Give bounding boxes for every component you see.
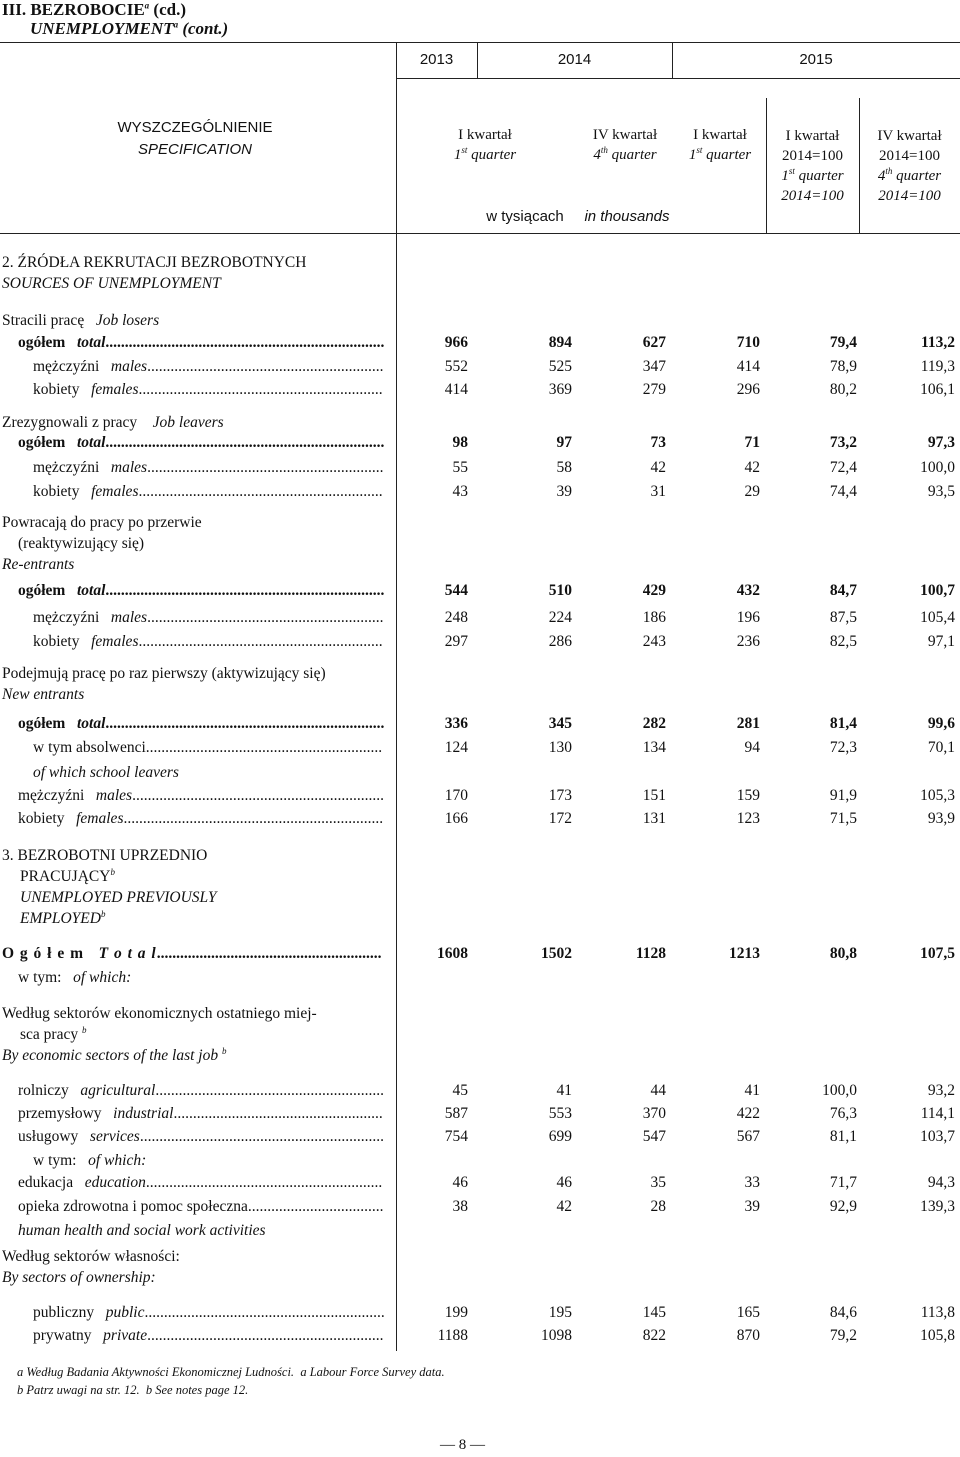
- table-cell: 429: [642, 582, 666, 599]
- row-label-en: females: [79, 483, 139, 500]
- table-cell: 44: [650, 1082, 666, 1099]
- leader-dots: .............................................................: [145, 1174, 383, 1191]
- year-2015: 2015: [799, 51, 833, 68]
- table-cell: 100,7: [920, 582, 955, 599]
- table-cell: 71,7: [829, 1174, 857, 1191]
- table-row: [0, 580, 960, 602]
- table-cell: 699: [548, 1128, 572, 1145]
- table-cell: 107,5: [920, 945, 955, 962]
- footnote-b: b Patrz uwagi na str. 12. b See notes page 12.: [17, 1383, 249, 1397]
- table-cell: 78,9: [829, 358, 857, 375]
- table-cell: 113,8: [920, 1304, 955, 1321]
- table-cell: 186: [642, 609, 666, 626]
- row-label-pl: ogółem: [18, 582, 66, 599]
- table-cell: 870: [736, 1327, 760, 1344]
- col5-header: IV kwartał 2014=100 4th quarter 2014=100: [877, 128, 942, 204]
- table-row: [0, 432, 960, 454]
- table-cell: 170: [444, 787, 468, 804]
- row-label-en: total: [65, 582, 106, 599]
- row-label-en: private: [91, 1327, 148, 1344]
- row-label-pl: mężczyźni: [33, 459, 100, 476]
- table-cell: 236: [736, 633, 760, 650]
- table-row: [0, 1302, 960, 1324]
- table-cell: 347: [642, 358, 666, 375]
- table-cell: 35: [650, 1174, 666, 1191]
- row-label: [33, 481, 383, 503]
- row-label: [33, 607, 383, 629]
- row-label-pl: opieka zdrowotna i pomoc społeczna: [18, 1198, 248, 1215]
- reentrants-heading: Powracają do pracy po przerwie (reaktywizujący się) Re-entrants: [2, 514, 202, 573]
- row-label-en: education: [73, 1174, 146, 1191]
- table-cell: 93,5: [927, 483, 955, 500]
- row-label: [18, 1172, 382, 1194]
- table-cell: 46: [556, 1174, 572, 1191]
- table-cell: 100,0: [920, 459, 955, 476]
- leader-dots: ...................................................................: [123, 810, 384, 827]
- row-label: [33, 737, 382, 759]
- table-cell: 145: [642, 1304, 666, 1321]
- row-label-pl: kobiety: [33, 633, 80, 650]
- table-cell: 106,1: [920, 381, 955, 398]
- table-cell: 567: [736, 1128, 760, 1145]
- page-number: — 8 —: [440, 1437, 485, 1453]
- table-cell: 76,3: [829, 1105, 857, 1122]
- data-left-rule: [396, 233, 397, 1351]
- table-cell: 39: [744, 1198, 760, 1215]
- year-2014: 2014: [557, 51, 592, 68]
- table-cell: 73,2: [829, 434, 857, 451]
- leader-dots: ...................................: [247, 1198, 384, 1215]
- table-cell: 1213: [729, 945, 760, 962]
- leader-dots: ........................................................................: [105, 334, 385, 351]
- row-label-en: industrial: [101, 1105, 174, 1122]
- leader-dots: .............................................................: [145, 739, 383, 756]
- table-cell: 71: [744, 434, 760, 451]
- header-top-rule: [0, 42, 960, 43]
- col-divider: [396, 42, 397, 233]
- table-cell: 46: [452, 1174, 468, 1191]
- year-2013: 2013: [419, 51, 454, 68]
- row-label: [33, 379, 383, 401]
- row-label-pl: mężczyźni: [33, 609, 100, 626]
- row-label: [2, 943, 382, 965]
- row-label-pl: rolniczy: [18, 1082, 69, 1099]
- table-cell: 124: [444, 739, 468, 756]
- table-cell: 28: [650, 1198, 666, 1215]
- table-cell: 97,1: [927, 633, 955, 650]
- table-cell: 41: [556, 1082, 572, 1099]
- row-label-pl: kobiety: [18, 810, 65, 827]
- table-cell: 98: [452, 434, 468, 451]
- table-cell: 525: [548, 358, 572, 375]
- table-cell: 195: [548, 1304, 572, 1321]
- col4-header: I kwartał 2014=100 1st quarter 2014=100: [781, 128, 844, 204]
- table-cell: 100,0: [822, 1082, 857, 1099]
- table-cell: 41: [744, 1082, 760, 1099]
- row-label-pl: usługowy: [18, 1128, 79, 1145]
- leader-dots: ........................................................................: [105, 582, 385, 599]
- leader-dots: ...............................................................: [138, 381, 383, 398]
- table-row: [0, 1103, 960, 1125]
- row-label-pl: kobiety: [33, 483, 80, 500]
- row-label: [18, 332, 384, 354]
- table-cell: 91,9: [829, 787, 857, 804]
- table-cell: 281: [736, 715, 760, 732]
- table-row: [0, 607, 960, 629]
- table-cell: 92,9: [829, 1198, 857, 1215]
- row-label-en: females: [64, 810, 124, 827]
- table-row: [0, 379, 960, 401]
- table-cell: 422: [736, 1105, 760, 1122]
- table-cell: 282: [642, 715, 666, 732]
- table-row: [0, 631, 960, 653]
- table-cell: 42: [744, 459, 760, 476]
- row-label-pl: mężczyźni: [18, 787, 85, 804]
- table-cell: 39: [556, 483, 572, 500]
- unit-label-en: in thousands: [584, 208, 670, 225]
- table-cell: 73: [650, 434, 666, 451]
- row-label-en: total: [65, 434, 106, 451]
- table-row: [0, 943, 960, 965]
- row-label: [33, 356, 383, 378]
- table-cell: 544: [444, 582, 468, 599]
- row-label-pl: ogółem: [18, 334, 66, 351]
- footnote-a: a Według Badania Aktywności Ekonomicznej Ludności. a Labour Force Survey data.: [17, 1365, 445, 1379]
- table-cell: 45: [452, 1082, 468, 1099]
- table-cell: 1098: [541, 1327, 572, 1344]
- row-label: [18, 1196, 383, 1218]
- table-cell: 70,1: [927, 739, 955, 756]
- table-cell: 553: [548, 1105, 572, 1122]
- table-cell: 72,3: [829, 739, 857, 756]
- table-cell: 552: [444, 358, 468, 375]
- table-cell: 130: [548, 739, 572, 756]
- table-cell: 627: [642, 334, 666, 351]
- table-cell: 754: [444, 1128, 468, 1145]
- unit-label-pl: w tysiącach: [486, 208, 564, 225]
- header-bottom-rule: [0, 233, 960, 234]
- table-cell: 131: [642, 810, 666, 827]
- table-row: [0, 737, 960, 759]
- row-label-en: males: [99, 358, 148, 375]
- table-cell: 123: [736, 810, 760, 827]
- table-cell: 81,4: [829, 715, 857, 732]
- table-cell: 199: [444, 1304, 468, 1321]
- row-label: [18, 713, 384, 735]
- row-label-en: public: [94, 1304, 145, 1321]
- table-cell: 105,8: [920, 1327, 955, 1344]
- leader-dots: .............................................................: [147, 459, 384, 476]
- table-cell: 113,2: [920, 334, 955, 351]
- table-cell: 38: [452, 1198, 468, 1215]
- row-label-en: females: [79, 633, 139, 650]
- table-row: [0, 1325, 960, 1347]
- table-cell: 87,5: [829, 609, 857, 626]
- row-label-pl: kobiety: [33, 381, 80, 398]
- row-label: [18, 785, 384, 807]
- page-title: III. BEZROBOCIE$^a$ (cd.) UNEMPLOYMENT$^a$ (cont.): [2, 0, 229, 38]
- health-en-label: human health and social work activities: [18, 1222, 266, 1239]
- table-cell: 82,5: [829, 633, 857, 650]
- leader-dots: .............................................................: [147, 609, 384, 626]
- row-label-pl: prywatny: [33, 1327, 92, 1344]
- table-cell: 243: [642, 633, 666, 650]
- table-cell: 1188: [437, 1327, 468, 1344]
- table-cell: 1608: [437, 945, 468, 962]
- table-cell: 510: [548, 582, 572, 599]
- table-cell: 336: [444, 715, 468, 732]
- spec-label-en: SPECIFICATION: [138, 141, 252, 158]
- row-label: [18, 808, 383, 830]
- table-cell: 103,7: [920, 1128, 955, 1145]
- row-label-pl: ogółem: [18, 434, 66, 451]
- table-cell: 99,6: [927, 715, 955, 732]
- table-cell: 1502: [541, 945, 572, 962]
- year-row-rule: [396, 78, 960, 79]
- table-row: [0, 356, 960, 378]
- table-cell: 369: [548, 381, 572, 398]
- row-label-pl: publiczny: [33, 1304, 95, 1321]
- table-cell: 547: [642, 1128, 666, 1145]
- table-cell: 42: [650, 459, 666, 476]
- table-cell: 84,6: [829, 1304, 857, 1321]
- col2-header: IV kwartał 4th quarter: [592, 127, 658, 163]
- row-label-en: T o t a l: [84, 945, 157, 962]
- table-cell: 81,1: [829, 1128, 857, 1145]
- table-cell: 279: [642, 381, 666, 398]
- table-row: [0, 1172, 960, 1194]
- table-cell: 94: [744, 739, 760, 756]
- table-cell: 43: [452, 483, 468, 500]
- leader-dots: ...............................................................: [138, 633, 383, 650]
- table-cell: 710: [736, 334, 760, 351]
- services-of-which-label: w tym: of which:: [33, 1152, 147, 1169]
- table-cell: 79,2: [829, 1327, 857, 1344]
- school-leavers-label: of which school leavers: [33, 764, 179, 781]
- table-cell: 286: [548, 633, 572, 650]
- row-label-pl: ogółem: [18, 715, 66, 732]
- table-cell: 432: [736, 582, 760, 599]
- table-cell: 134: [642, 739, 666, 756]
- table-cell: 55: [452, 459, 468, 476]
- table-cell: 1128: [635, 945, 666, 962]
- table-cell: 414: [444, 381, 468, 398]
- table-cell: 966: [444, 334, 468, 351]
- table-cell: 297: [444, 633, 468, 650]
- row-label-en: females: [79, 381, 139, 398]
- leader-dots: ........................................................................: [105, 434, 385, 451]
- of-which-label: w tym: of which:: [18, 969, 132, 986]
- table-cell: 822: [642, 1327, 666, 1344]
- leader-dots: ..........................................................: [156, 945, 382, 962]
- ownership-heading: Według sektorów własności: By sectors of ownership:: [2, 1248, 180, 1286]
- table-row: [0, 785, 960, 807]
- leader-dots: ...............................................................: [139, 1128, 384, 1145]
- table-row: [0, 1196, 960, 1218]
- table-cell: 296: [736, 381, 760, 398]
- table-row: [0, 808, 960, 830]
- table-cell: 370: [642, 1105, 666, 1122]
- table-cell: 74,4: [829, 483, 857, 500]
- row-label-en: agricultural: [68, 1082, 156, 1099]
- table-cell: 105,4: [920, 609, 955, 626]
- row-label-pl: mężczyźni: [33, 358, 100, 375]
- leader-dots: .................................................................: [132, 787, 384, 804]
- leader-dots: ...............................................................: [138, 483, 383, 500]
- table-cell: 151: [642, 787, 666, 804]
- row-label: [33, 1325, 383, 1347]
- leader-dots: .............................................................: [147, 1327, 384, 1344]
- economic-sectors-heading: Według sektorów ekonomicznych ostatniego miej- sca pracy $^b$ By economic sectors of the last job $^b$: [2, 1005, 317, 1064]
- table-cell: 58: [556, 459, 572, 476]
- table-cell: 173: [548, 787, 572, 804]
- table-cell: 31: [650, 483, 666, 500]
- row-label-pl: edukacja: [18, 1174, 74, 1191]
- row-label-en: males: [84, 787, 133, 804]
- leader-dots: ........................................................................: [105, 715, 385, 732]
- row-label-pl: O g ó ł e m: [2, 945, 85, 962]
- table-cell: 119,3: [920, 358, 955, 375]
- row-label-en: total: [65, 715, 106, 732]
- table-row: [0, 1126, 960, 1148]
- table-cell: 33: [744, 1174, 760, 1191]
- table-cell: 42: [556, 1198, 572, 1215]
- row-label-en: services: [78, 1128, 140, 1145]
- leader-dots: ..............................................................: [144, 1304, 385, 1321]
- table-cell: 166: [444, 810, 468, 827]
- spec-label-pl: WYSZCZEGÓLNIENIE: [117, 119, 273, 136]
- table-cell: 172: [548, 810, 572, 827]
- table-cell: 71,5: [829, 810, 857, 827]
- row-label-en: males: [99, 459, 148, 476]
- table-cell: 345: [548, 715, 572, 732]
- leader-dots: .............................................................: [147, 358, 384, 375]
- table-cell: 97,3: [927, 434, 955, 451]
- leader-dots: ...........................................................: [155, 1082, 384, 1099]
- table-cell: 80,2: [829, 381, 857, 398]
- table-row: [0, 713, 960, 735]
- job-leavers-heading: Zrezygnowali z pracy Job leavers: [2, 414, 224, 431]
- table-cell: 80,8: [829, 945, 857, 962]
- row-label-pl: przemysłowy: [18, 1105, 102, 1122]
- row-label: [18, 1080, 384, 1102]
- row-label: [18, 1126, 384, 1148]
- table-cell: 105,3: [920, 787, 955, 804]
- table-cell: 414: [736, 358, 760, 375]
- table-cell: 159: [736, 787, 760, 804]
- col3-header: I kwartał 1st quarter: [688, 127, 752, 163]
- row-label-en: males: [99, 609, 148, 626]
- table-cell: 72,4: [829, 459, 857, 476]
- table-cell: 79,4: [829, 334, 857, 351]
- row-label-pl: w tym absolwenci: [33, 739, 146, 756]
- table-cell: 139,3: [920, 1198, 955, 1215]
- table-row: [0, 332, 960, 354]
- section-3-heading: 3. BEZROBOTNI UPRZEDNIO PRACUJĄCY$^b$ UNEMPLOYED PREVIOUSLY EMPLOYED$^b$: [2, 847, 217, 927]
- new-entrants-heading: Podejmują pracę po raz pierwszy (aktywizujący się) New entrants: [2, 665, 326, 703]
- row-label: [18, 1103, 383, 1125]
- row-label: [18, 580, 384, 602]
- row-label-en: total: [65, 334, 106, 351]
- table-cell: 97: [556, 434, 572, 451]
- leader-dots: ......................................................: [173, 1105, 383, 1122]
- row-label: [18, 432, 384, 454]
- section-2-heading: 2. ŹRÓDŁA REKRUTACJI BEZROBOTNYCH SOURCES OF UNEMPLOYMENT: [2, 254, 307, 292]
- col1-header: I kwartał 1st quarter: [453, 127, 517, 163]
- table-cell: 29: [744, 483, 760, 500]
- table-cell: 196: [736, 609, 760, 626]
- table-cell: 84,7: [829, 582, 857, 599]
- row-label: [33, 631, 383, 653]
- table-cell: 894: [548, 334, 572, 351]
- table-row: [0, 457, 960, 479]
- table-row: [0, 1080, 960, 1102]
- job-losers-heading: Stracili pracę Job losers: [2, 312, 160, 329]
- table-row: [0, 481, 960, 503]
- table-cell: 587: [444, 1105, 468, 1122]
- table-cell: 248: [444, 609, 468, 626]
- table-cell: 114,1: [920, 1105, 955, 1122]
- table-cell: 94,3: [927, 1174, 955, 1191]
- row-label: [33, 457, 383, 479]
- table-cell: 165: [736, 1304, 760, 1321]
- table-cell: 93,9: [927, 810, 955, 827]
- table-cell: 224: [548, 609, 572, 626]
- table-cell: 93,2: [927, 1082, 955, 1099]
- row-label: [33, 1302, 385, 1324]
